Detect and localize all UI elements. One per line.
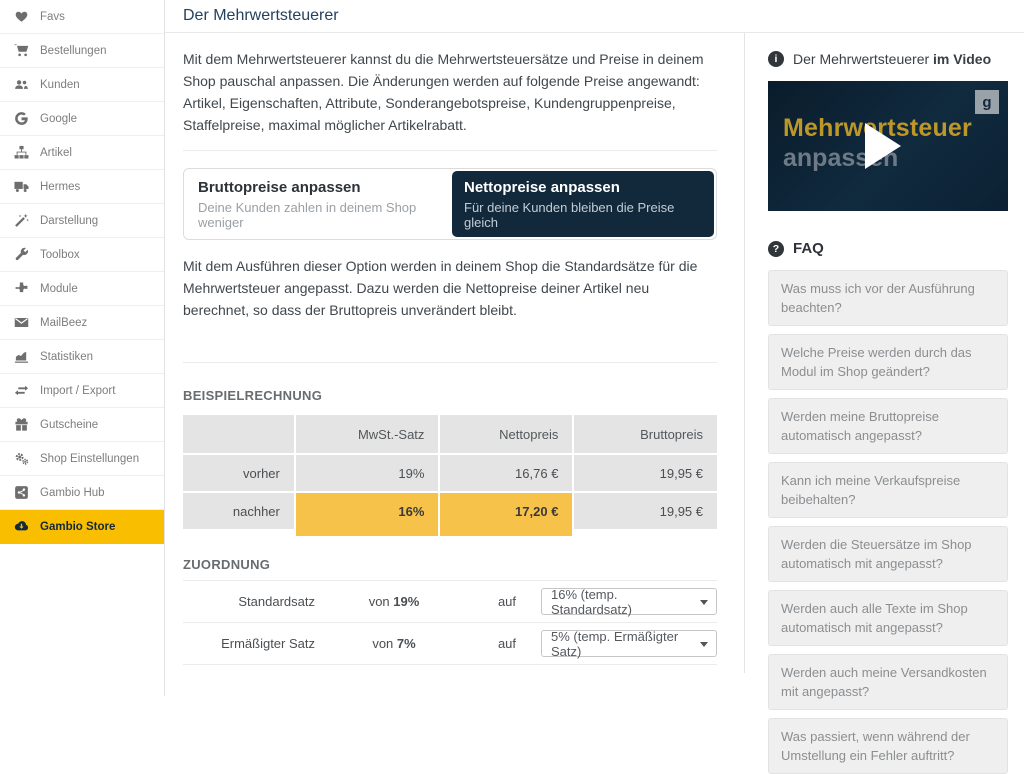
cell-netto-nachher: 17,20 € [440, 493, 572, 529]
divider [183, 150, 717, 151]
video-title: Der Mehrwertsteuerer im Video [793, 51, 992, 67]
question-icon: ? [768, 241, 784, 257]
video-thumb-line1: Mehrwertsteuer [783, 114, 972, 142]
faq-item-3[interactable]: Werden meine Bruttopreise automatisch angepasst? [768, 398, 1008, 454]
sidebar-item-module[interactable] [0, 272, 164, 306]
sidebar-item-label: MailBeez [40, 316, 88, 329]
row-label: nachher [183, 493, 294, 529]
sidebar-item-label: Hermes [40, 180, 81, 193]
faq-item-1[interactable]: Was muss ich vor der Ausführung beachten? [768, 270, 1008, 326]
sidebar [0, 0, 165, 696]
sidebar-item-mailbeez[interactable] [0, 306, 164, 340]
sidebar-item-statistiken[interactable] [0, 340, 164, 374]
sidebar-item-label: Shop Einstellungen [40, 452, 140, 465]
cell-netto-vorher: 16,76 € [440, 455, 572, 491]
magic-wand-icon [14, 213, 29, 228]
table-row-nachher [183, 493, 717, 529]
mapping-to-label: auf [497, 594, 517, 609]
sidebar-item-label: Import / Export [40, 384, 116, 397]
video-thumbnail[interactable] [768, 81, 1008, 211]
faq-header [768, 240, 1008, 257]
google-icon [14, 111, 29, 126]
sidebar-item-shop-einstellungen[interactable] [0, 442, 164, 476]
gambio-logo: g [975, 90, 999, 114]
sidebar-item-label: Kunden [40, 78, 80, 91]
mapping-from: von 7% [372, 636, 416, 651]
page-title: Der Mehrwertsteuerer [183, 7, 339, 24]
mapping-to-label: auf [497, 636, 517, 651]
option-subtitle: Für deine Kunden bleiben die Preise gleich [464, 200, 675, 230]
wrench-icon [14, 247, 29, 262]
mapping-row-standardsatz [183, 581, 717, 623]
column-header-netto: Nettopreis [440, 415, 572, 453]
example-table [181, 413, 719, 531]
info-icon: i [768, 51, 784, 67]
sidebar-item-favs[interactable] [0, 0, 164, 34]
sidebar-item-label: Statistiken [40, 350, 94, 363]
intro-text: Mit dem Mehrwertsteuerer kannst du die Mehrwertsteuersätze und Preise in deinem Shop pauschal anpassen. Die Änderungen werden auf folgende Preise angewandt: Artikel, Eigenschaften, Attribute, Sonderangebotspreise, Kundengruppenpreise, Staffelpreise, maximal möglicher Artikelrabatt. [183, 51, 704, 133]
option-nettopreise[interactable] [452, 171, 714, 237]
sidebar-item-label: Gambio Store [40, 520, 116, 533]
content-area [165, 0, 1024, 763]
cell-brutto-vorher: 19,95 € [574, 455, 717, 491]
cloud-download-icon [14, 519, 29, 534]
import-export-icon [14, 383, 29, 398]
cell-brutto-nachher: 19,95 € [574, 493, 717, 529]
mapping-from-value: 7% [396, 636, 416, 651]
sidebar-item-artikel[interactable] [0, 136, 164, 170]
faq-item-2[interactable]: Welche Preise werden durch das Modul im Shop geändert? [768, 334, 1008, 390]
play-icon [865, 123, 901, 169]
gears-icon [14, 451, 29, 466]
users-icon [14, 77, 29, 92]
chart-icon [14, 349, 29, 364]
sidebar-item-import-export[interactable] [0, 374, 164, 408]
sidebar-item-label: Gutscheine [40, 418, 99, 431]
mapping-row-ermaessigter-satz [183, 623, 717, 665]
puzzle-icon [14, 281, 29, 296]
sidebar-item-label: Module [40, 282, 78, 295]
right-rail [745, 33, 1024, 763]
divider [183, 362, 717, 363]
sidebar-item-label: Toolbox [40, 248, 80, 261]
faq-item-5[interactable]: Werden die Steuersätze im Shop automatisch mit angepasst? [768, 526, 1008, 582]
row-label: vorher [183, 455, 294, 491]
sidebar-item-bestellungen[interactable] [0, 34, 164, 68]
envelope-icon [14, 315, 29, 330]
sidebar-item-toolbox[interactable] [0, 238, 164, 272]
mapping-label: Ermäßigter Satz [221, 636, 315, 651]
sidebar-item-label: Darstellung [40, 214, 99, 227]
standardsatz-select[interactable] [541, 588, 717, 615]
cell-mwst-vorher: 19% [296, 455, 439, 491]
faq-heading: FAQ [793, 240, 824, 257]
faq-item-8[interactable]: Was passiert, wenn während der Umstellung ein Fehler auftritt? [768, 718, 1008, 774]
select-value: 5% (temp. Ermäßigter Satz) [551, 628, 679, 659]
sidebar-item-google[interactable] [0, 102, 164, 136]
option-title: Bruttopreise anpassen [198, 179, 361, 196]
faq-item-6[interactable]: Werden auch alle Texte im Shop automatisch mit angepasst? [768, 590, 1008, 646]
column-header-empty [183, 415, 294, 453]
mapping-from: von 19% [368, 594, 420, 609]
mapping-label: Standardsatz [238, 594, 315, 609]
faq-list [768, 270, 1008, 774]
video-title-bold: im Video [933, 51, 992, 67]
video-header [768, 51, 1008, 67]
ermaessigter-satz-select[interactable] [541, 630, 717, 657]
sidebar-item-label: Artikel [40, 146, 72, 159]
faq-item-4[interactable]: Kann ich meine Verkaufspreise beibehalten? [768, 462, 1008, 518]
sidebar-item-label: Gambio Hub [40, 486, 105, 499]
table-header-row [183, 415, 717, 453]
explanation-text: Mit dem Ausführen dieser Option werden in deinem Shop die Standardsätze für die Mehrwertsteuer angepasst. Dazu werden die Nettopreise deiner Artikel neu berechnet, so dass der Bruttopreis unverändert bleibt. [183, 258, 698, 318]
video-thumb-line2: anpassen [783, 144, 899, 172]
mapping-from-value: 19% [393, 594, 420, 609]
hub-icon [14, 485, 29, 500]
cart-icon [14, 43, 29, 58]
sidebar-item-gambio-hub[interactable] [0, 476, 164, 510]
select-value: 16% (temp. Standardsatz) [551, 586, 632, 617]
sidebar-item-darstellung[interactable] [0, 204, 164, 238]
option-title: Nettopreise anpassen [464, 179, 620, 196]
sidebar-item-label: Favs [40, 10, 65, 23]
option-bruttopreise[interactable] [184, 169, 450, 239]
truck-icon [14, 179, 29, 194]
chevron-down-icon [700, 642, 708, 647]
sidebar-item-label: Google [40, 112, 78, 125]
mapping-heading: ZUORDNUNG [183, 557, 271, 572]
table-row-vorher [183, 455, 717, 491]
heart-icon [14, 9, 29, 24]
gift-icon [14, 417, 29, 432]
sidebar-item-label: Bestellungen [40, 44, 107, 57]
sidebar-item-hermes[interactable] [0, 170, 164, 204]
main-column [165, 33, 745, 673]
sidebar-item-kunden[interactable] [0, 68, 164, 102]
sitemap-icon [14, 145, 29, 160]
sidebar-item-gambio-store[interactable] [0, 510, 164, 544]
faq-item-7[interactable]: Werden auch meine Versandkosten mit angepasst? [768, 654, 1008, 710]
column-header-brutto: Bruttopreis [574, 415, 717, 453]
option-subtitle: Deine Kunden zahlen in deinem Shop weniger [198, 200, 417, 230]
column-header-mwst: MwSt.-Satz [296, 415, 439, 453]
price-mode-toggle [183, 168, 717, 240]
chevron-down-icon [700, 600, 708, 605]
sidebar-item-gutscheine[interactable] [0, 408, 164, 442]
example-heading: BEISPIELRECHNUNG [183, 388, 323, 403]
cell-mwst-nachher: 16% [296, 493, 439, 529]
page-header [165, 0, 1024, 33]
